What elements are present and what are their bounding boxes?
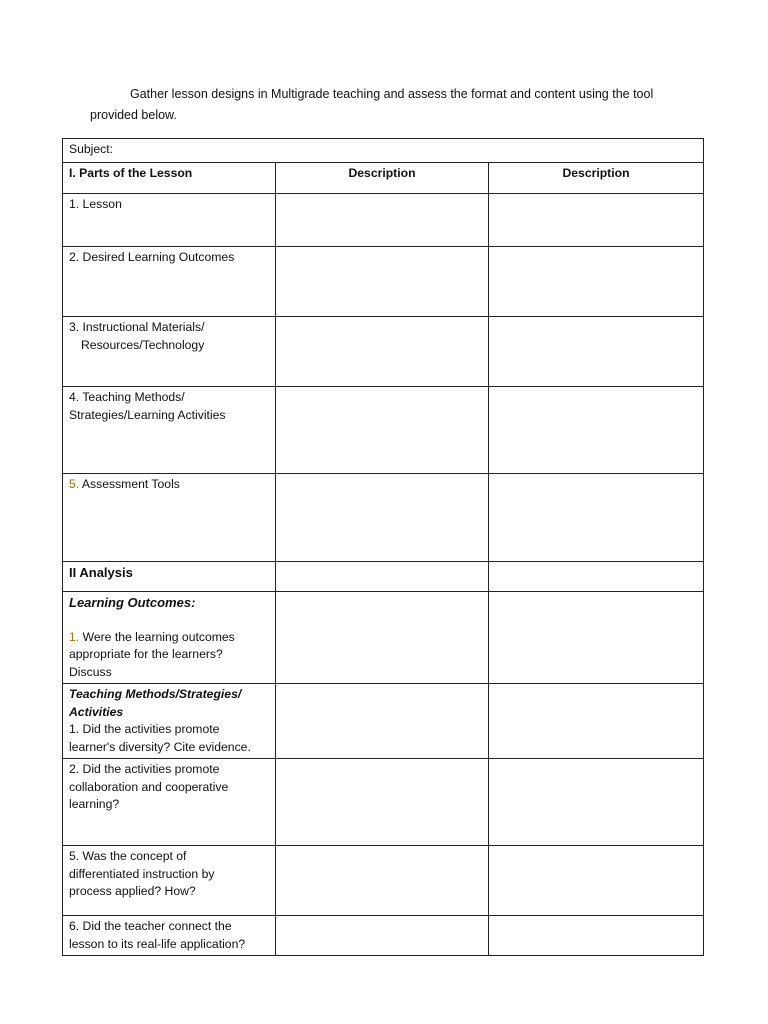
instructions-line-2: provided below. <box>90 108 177 122</box>
part-label-line-2: Resources/Technology <box>81 337 205 352</box>
parts-of-lesson-header: I. Parts of the Lesson <box>63 163 276 194</box>
learning-outcomes-cell <box>63 592 276 684</box>
description-cell[interactable] <box>489 759 704 846</box>
subject-row <box>63 139 704 163</box>
description-cell[interactable] <box>276 562 489 592</box>
description-cell[interactable] <box>276 194 489 247</box>
table-row <box>63 247 704 317</box>
table-row <box>63 194 704 247</box>
question-line: 5. Was the concept of <box>69 849 187 863</box>
table-row <box>63 916 704 956</box>
part-methods-label <box>63 387 276 474</box>
description-cell[interactable] <box>489 387 704 474</box>
description-cell[interactable] <box>489 317 704 387</box>
description-cell[interactable] <box>489 474 704 562</box>
learning-outcomes-heading: Learning Outcomes: <box>69 595 196 610</box>
part-materials-label <box>63 317 276 387</box>
question-line: learning? <box>69 797 120 811</box>
part-label-line-1: 4. Teaching Methods/ <box>69 390 185 404</box>
table-row <box>63 317 704 387</box>
assessment-table <box>62 138 704 956</box>
question-2-cell <box>63 759 276 846</box>
teaching-methods-heading: Teaching Methods/Strategies/ <box>69 687 242 701</box>
question-line: 2. Did the activities promote <box>69 762 220 776</box>
description-cell[interactable] <box>276 247 489 317</box>
part-label: Assessment Tools <box>81 477 180 491</box>
part-label-line-1: 3. Instructional Materials/ <box>69 320 205 334</box>
question-line: Discuss <box>69 664 112 679</box>
description-header-2: Description <box>489 163 704 194</box>
analysis-heading <box>63 562 276 592</box>
description-cell[interactable] <box>276 916 489 956</box>
table-row <box>63 684 704 759</box>
description-cell[interactable] <box>276 759 489 846</box>
teaching-methods-heading: Activities <box>69 704 124 719</box>
question-line: differentiated instruction by <box>69 866 215 881</box>
teaching-methods-cell <box>63 684 276 759</box>
description-cell[interactable] <box>489 247 704 317</box>
table-row <box>63 387 704 474</box>
question-line: process applied? How? <box>69 884 196 898</box>
instructions-line-1: Gather lesson designs in Multigrade teaching and assess the format and content using the tool <box>130 87 654 101</box>
question-line: 1. Did the activities promote <box>69 722 220 736</box>
subject-label: Subject: <box>69 142 114 156</box>
description-cell[interactable] <box>276 317 489 387</box>
description-cell[interactable] <box>489 916 704 956</box>
table-row <box>63 474 704 562</box>
description-cell[interactable] <box>276 684 489 759</box>
question-line: lesson to its real-life application? <box>69 936 246 951</box>
question-number: 1. <box>69 629 80 644</box>
part-label: 2. Desired Learning Outcomes <box>69 250 235 264</box>
description-cell[interactable] <box>276 846 489 916</box>
description-cell[interactable] <box>489 684 704 759</box>
question-line: appropriate for the learners? <box>69 647 223 661</box>
question-line: 6. Did the teacher connect the <box>69 919 232 933</box>
description-cell[interactable] <box>489 592 704 684</box>
subject-cell[interactable] <box>63 139 704 163</box>
part-outcomes-label <box>63 247 276 317</box>
analysis-number: II <box>69 565 77 580</box>
description-cell[interactable] <box>276 387 489 474</box>
description-cell[interactable] <box>276 474 489 562</box>
table-row <box>63 592 704 684</box>
table-row <box>63 846 704 916</box>
question-line: collaboration and cooperative <box>69 779 229 794</box>
question-5-cell <box>63 846 276 916</box>
description-header-1: Description <box>276 163 489 194</box>
part-label: 1. Lesson <box>69 197 122 211</box>
table-header-row <box>63 163 704 194</box>
description-cell[interactable] <box>276 592 489 684</box>
question-6-cell <box>63 916 276 956</box>
question-line: learner's diversity? Cite evidence. <box>69 739 251 754</box>
description-cell[interactable] <box>489 846 704 916</box>
instructions <box>90 84 690 126</box>
part-lesson-label <box>63 194 276 247</box>
description-cell[interactable] <box>489 562 704 592</box>
part-assessment-label <box>63 474 276 562</box>
analysis-title: Analysis <box>79 565 133 580</box>
part-number: 5. <box>69 477 80 491</box>
question-line: Were the learning outcomes <box>82 629 235 644</box>
description-cell[interactable] <box>489 194 704 247</box>
table-row <box>63 759 704 846</box>
part-label-line-2: Strategies/Learning Activities <box>69 407 226 422</box>
analysis-header-row <box>63 562 704 592</box>
